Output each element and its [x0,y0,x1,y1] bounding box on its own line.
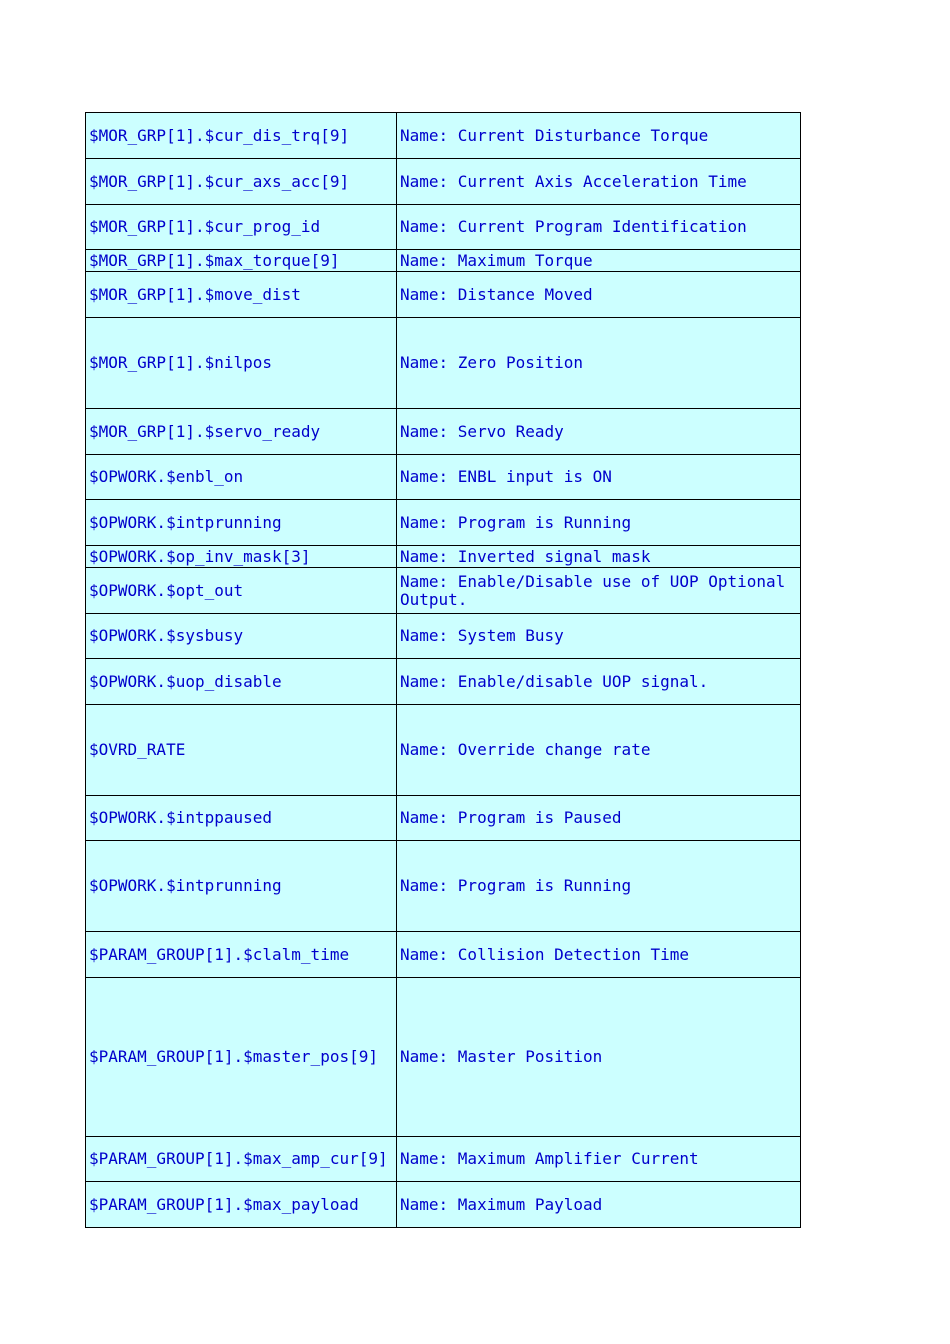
variable-cell: $OPWORK.$enbl_on [86,455,397,500]
name-cell: Name: Servo Ready [397,409,801,455]
table-row [86,500,801,546]
table-row [86,705,801,796]
name-cell: Name: Inverted signal mask [397,546,801,568]
name-cell: Name: System Busy [397,614,801,659]
name-cell: Name: Collision Detection Time [397,932,801,978]
variable-cell: $MOR_GRP[1].$max_torque[9] [86,250,397,272]
table-row [86,568,801,614]
variable-cell: $MOR_GRP[1].$nilpos [86,318,397,409]
table-row [86,113,801,159]
variable-cell: $MOR_GRP[1].$cur_prog_id [86,205,397,250]
table-row [86,250,801,272]
table-row [86,1182,801,1228]
name-cell: Name: Current Disturbance Torque [397,113,801,159]
name-cell: Name: Override change rate [397,705,801,796]
variable-cell: $MOR_GRP[1].$cur_dis_trq[9] [86,113,397,159]
variable-table [85,112,801,1228]
name-cell: Name: Enable/Disable use of UOP Optional Output. [397,568,801,614]
variable-cell: $OPWORK.$intppaused [86,796,397,841]
variable-cell: $OPWORK.$op_inv_mask[3] [86,546,397,568]
variable-cell: $PARAM_GROUP[1].$master_pos[9] [86,978,397,1137]
table-row [86,409,801,455]
table-row [86,455,801,500]
variable-cell: $PARAM_GROUP[1].$clalm_time [86,932,397,978]
table-row [86,932,801,978]
name-cell: Name: Zero Position [397,318,801,409]
table-row [86,205,801,250]
table-row [86,1137,801,1182]
name-cell: Name: Program is Paused [397,796,801,841]
table-row [86,659,801,705]
table-row [86,159,801,205]
table-row [86,546,801,568]
name-cell: Name: Program is Running [397,841,801,932]
table-row [86,796,801,841]
name-cell: Name: Master Position [397,978,801,1137]
name-cell: Name: Program is Running [397,500,801,546]
table-row [86,841,801,932]
name-cell: Name: Maximum Payload [397,1182,801,1228]
table-row [86,318,801,409]
name-cell: Name: ENBL input is ON [397,455,801,500]
variable-cell: $OVRD_RATE [86,705,397,796]
name-cell: Name: Distance Moved [397,272,801,318]
variable-cell: $OPWORK.$uop_disable [86,659,397,705]
name-cell: Name: Maximum Amplifier Current [397,1137,801,1182]
variable-cell: $MOR_GRP[1].$servo_ready [86,409,397,455]
name-cell: Name: Maximum Torque [397,250,801,272]
variable-cell: $OPWORK.$intprunning [86,841,397,932]
variable-cell: $MOR_GRP[1].$cur_axs_acc[9] [86,159,397,205]
variable-cell: $OPWORK.$sysbusy [86,614,397,659]
variable-cell: $OPWORK.$intprunning [86,500,397,546]
variable-cell: $PARAM_GROUP[1].$max_payload [86,1182,397,1228]
name-cell: Name: Current Program Identification [397,205,801,250]
variable-cell: $MOR_GRP[1].$move_dist [86,272,397,318]
table-row [86,272,801,318]
variable-cell: $OPWORK.$opt_out [86,568,397,614]
table-row [86,978,801,1137]
variable-cell: $PARAM_GROUP[1].$max_amp_cur[9] [86,1137,397,1182]
name-cell: Name: Current Axis Acceleration Time [397,159,801,205]
name-cell: Name: Enable/disable UOP signal. [397,659,801,705]
table-row [86,614,801,659]
